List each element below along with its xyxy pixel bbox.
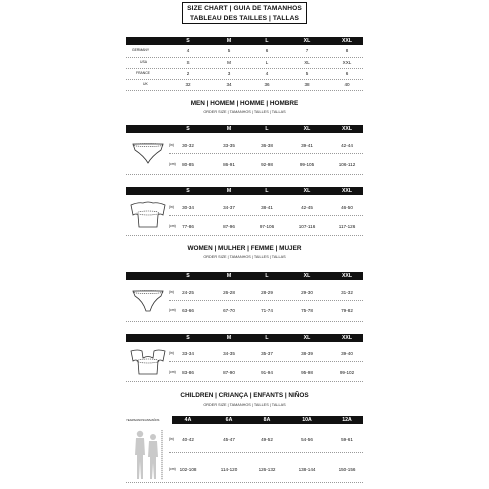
row-divider [126,321,363,322]
cell: 34-35 [223,351,235,356]
cell: 54-56 [301,437,313,442]
cell: 95-98 [301,370,313,375]
cell: 107-116 [298,224,316,229]
cell: 38-39 [301,351,313,356]
cell: 77-86 [182,224,194,229]
cell: 32 [185,82,191,87]
cell: 102-108 [179,467,197,472]
children-row-cm [126,465,363,474]
cell: 35-37 [261,351,273,356]
women-section-title: WOMEN | MULHER | FEMME | MUJER [187,245,302,252]
cell: 39-40 [341,351,353,356]
header-cell: XXL [341,335,353,341]
row-divider [126,482,363,483]
cell: 63-66 [182,308,194,313]
cell: XL [304,60,310,65]
header-cell: S [186,273,190,279]
women-waist-row-in [126,288,363,297]
cell: L [265,60,269,65]
cell: 5 [305,71,309,76]
cell: 86-91 [223,162,235,167]
cell: 99-105 [299,162,315,167]
cell: 45-47 [223,437,235,442]
cell: 24-25 [182,290,194,295]
row-divider [126,235,363,236]
cell: 2 [186,71,190,76]
cell: 150-156 [338,467,356,472]
header-cell: 8A [263,417,271,423]
cell: 117-126 [338,224,356,229]
cell: 5 [227,48,231,53]
cell: 30-34 [182,205,194,210]
unit-label: (cm) [169,224,176,228]
cell: 92-98 [261,162,273,167]
unit-label: (in) [169,290,174,294]
cell: 87-96 [223,224,235,229]
cell: 67-70 [223,308,235,313]
unit-label: (in) [169,205,174,209]
header-l: L [265,38,269,44]
children-corner-label [126,416,176,424]
cell: 34 [226,82,232,87]
men-section-title: MEN | HOMEM | HOMME | HOMBRE [190,100,299,107]
cell: 42-45 [301,205,313,210]
header-s: S [186,38,190,44]
unit-label: (in) [169,437,174,441]
cell: 6 [265,48,269,53]
cell: 39-41 [301,143,313,148]
row-divider [126,174,363,175]
cell: XXL [342,60,352,65]
men-chest-row-in [126,203,363,212]
cell: 46-50 [341,205,353,210]
cell: 30-32 [182,143,194,148]
cell: 99-102 [339,370,355,375]
men-chest-header [126,187,363,195]
children-row-in [126,435,363,444]
cell: 6 [345,71,349,76]
header-cell: XL [303,188,311,194]
header-cell: XL [303,273,311,279]
unit-label: (cm) [169,467,176,471]
header-cell: XL [303,126,311,132]
header-cell: M [226,126,232,132]
cell: 138-144 [298,467,316,472]
men-chest-row-cm [126,222,363,231]
children-header [172,416,363,424]
women-waist-header [126,272,363,280]
header-cell: L [265,126,269,132]
header-cell: L [265,188,269,194]
header-cell: M [226,188,232,194]
cell: S [186,60,190,65]
men-section-subtitle: ORDER SIZE | TAMANHOS | TAILLES | TALLAS [203,110,286,114]
cell: 75-78 [301,308,313,313]
cell: 34-37 [223,205,235,210]
cell: 8 [345,48,349,53]
title-line-2: TABLEAU DES TAILLES | TALLAS [189,14,300,22]
cell: 79-82 [341,308,353,313]
cell: 49-52 [261,437,273,442]
row-divider [169,452,363,453]
row-divider [169,153,363,154]
header-cell: L [265,335,269,341]
cell: 7 [305,48,309,53]
header-cell: XL [303,335,311,341]
cell: 91-94 [261,370,273,375]
header-cell: S [186,188,190,194]
cell: 59-61 [341,437,353,442]
cell: 87-90 [223,370,235,375]
children-section-subtitle: ORDER SIZE | TAMANHOS | TAILLES | TALLAS [203,403,286,407]
row-divider [169,361,363,362]
cell: 83-86 [182,370,194,375]
cell: 28-29 [261,290,273,295]
row-divider [126,381,363,382]
men-waist-row-cm [126,160,363,169]
women-chest-header [126,334,363,342]
header-m: M [226,38,232,44]
women-chest-row-in [126,349,363,358]
cell: 126-132 [258,467,276,472]
cell: 114-120 [220,467,238,472]
header-cell: M [226,273,232,279]
women-chest-row-cm [126,368,363,377]
cell: 71-74 [261,308,273,313]
men-waist-row-in [126,141,363,150]
unit-label: (cm) [169,308,176,312]
row-divider [126,90,363,91]
general-row-germany [126,46,363,55]
header-xl: XL [303,38,311,44]
unit-label: (cm) [169,162,176,166]
row-divider [169,215,363,216]
header-cell: XXL [341,273,353,279]
size-chart-title [182,2,307,24]
cell: 106-112 [338,162,356,167]
header-cell: S [186,126,190,132]
general-row-uk [126,80,363,89]
header-cell: XXL [341,126,353,132]
corner-label: YEARS/ANOS/ANS/AÑOS [126,418,160,422]
cell: 80-85 [182,162,194,167]
cell: 4 [186,48,190,53]
men-waist-header [126,125,363,133]
cell: 26-28 [223,290,235,295]
cell: 3 [227,71,231,76]
cell: 40-42 [182,437,194,442]
header-cell: M [226,335,232,341]
cell: 36 [264,82,270,87]
cell: 38 [304,82,310,87]
row-label: UK [143,82,148,86]
cell: M [227,60,231,65]
cell: 33-35 [223,143,235,148]
cell: 38-41 [261,205,273,210]
cell: 29-30 [301,290,313,295]
women-section-subtitle: ORDER SIZE | TAMANHOS | TAILLES | TALLAS [203,255,286,259]
women-waist-row-cm [126,306,363,315]
row-label: GERMANY [132,48,150,52]
general-row-usa [126,58,363,67]
header-cell: XXL [341,188,353,194]
cell: 31-32 [341,290,353,295]
cell: 4 [265,71,269,76]
unit-label: (cm) [169,370,176,374]
header-cell: 10A [302,417,312,423]
general-row-france [126,69,363,78]
header-cell: 12A [342,417,352,423]
cell: 36-38 [261,143,273,148]
header-cell: 6A [225,417,233,423]
header-xxl: XXL [341,38,353,44]
cell: 33-34 [182,351,194,356]
title-line-1: SIZE CHART | GUIA DE TAMANHOS [187,5,302,12]
row-label: USA [140,60,147,64]
cell: 97-106 [259,224,275,229]
header-cell: 4A [184,417,192,423]
unit-label: (in) [169,143,174,147]
unit-label: (in) [169,351,174,355]
cell: 40 [344,82,350,87]
header-cell: S [186,335,190,341]
row-label: FRANCE [136,71,150,75]
general-table-header [126,37,363,45]
cell: 42-44 [341,143,353,148]
header-cell: L [265,273,269,279]
row-divider [169,300,363,301]
children-section-title: CHILDREN | CRIANÇA | ENFANTS | NIÑOS [180,392,309,399]
